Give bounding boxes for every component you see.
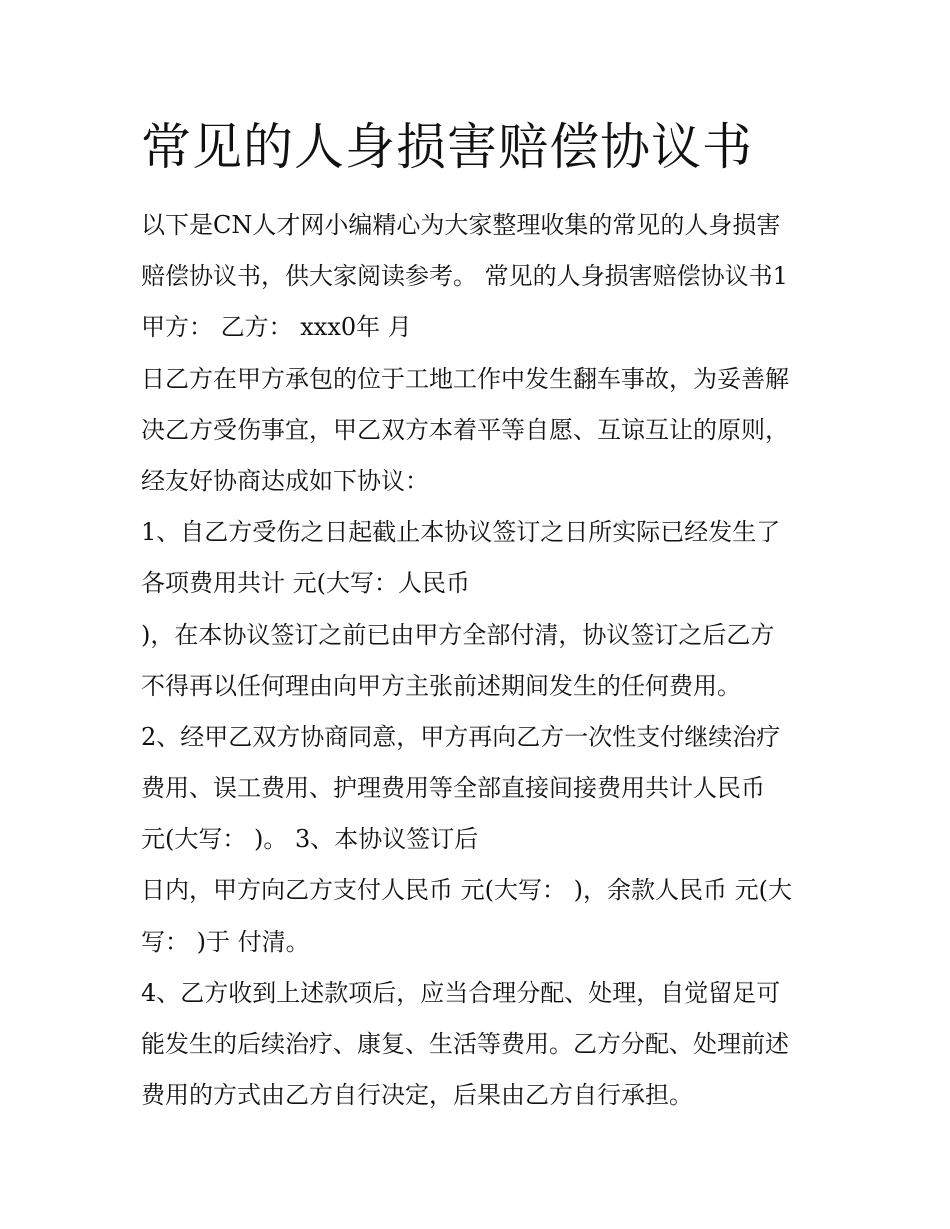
body-line: 日内，甲方向乙方支付人民币 元(大写： )，余款人民币 元(大 xyxy=(141,876,792,905)
body-line: 甲方： 乙方： xxx0年 月 xyxy=(141,313,412,342)
body-line: 决乙方受伤事宜，甲乙双方本着平等自愿、互谅互让的原则， xyxy=(141,415,789,444)
body-line: 写： )于 付清。 xyxy=(141,927,310,956)
document-body xyxy=(141,200,821,1121)
body-line: )，在本协议签订之前已由甲方全部付清，协议签订之后乙方 xyxy=(141,620,775,649)
document-title: 常见的人身损害赔偿协议书 xyxy=(141,118,753,176)
body-line: 元(大写： )。 3、本协议签订后 xyxy=(141,825,479,854)
body-line: 能发生的后续治疗、康复、生活等费用。乙方分配、处理前述 xyxy=(141,1030,789,1058)
body-line: 经友好协商达成如下协议： xyxy=(141,466,429,495)
body-line: 日乙方在甲方承包的位于工地工作中发生翻车事故，为妥善解 xyxy=(141,364,789,393)
body-line: 赔偿协议书，供大家阅读参考。 常见的人身损害赔偿协议书1 xyxy=(141,262,788,291)
body-line: 1、自乙方受伤之日起截止本协议签订之日所实际已经发生了 xyxy=(141,518,781,547)
body-line: 费用、误工费用、护理费用等全部直接间接费用共计人民币 xyxy=(141,774,765,803)
body-line: 以下是CN人才网小编精心为大家整理收集的常见的人身损害 xyxy=(141,211,781,239)
body-line: 费用的方式由乙方自行决定，后果由乙方自行承担。 xyxy=(141,1081,693,1110)
body-line: 4、乙方收到上述款项后，应当合理分配、处理，自觉留足可 xyxy=(141,978,781,1007)
body-line: 2、经甲乙双方协商同意，甲方再向乙方一次性支付继续治疗 xyxy=(141,722,781,751)
body-line: 各项费用共计 元(大写：人民币 xyxy=(141,569,470,598)
body-line: 不得再以任何理由向甲方主张前述期间发生的任何费用。 xyxy=(141,671,741,700)
